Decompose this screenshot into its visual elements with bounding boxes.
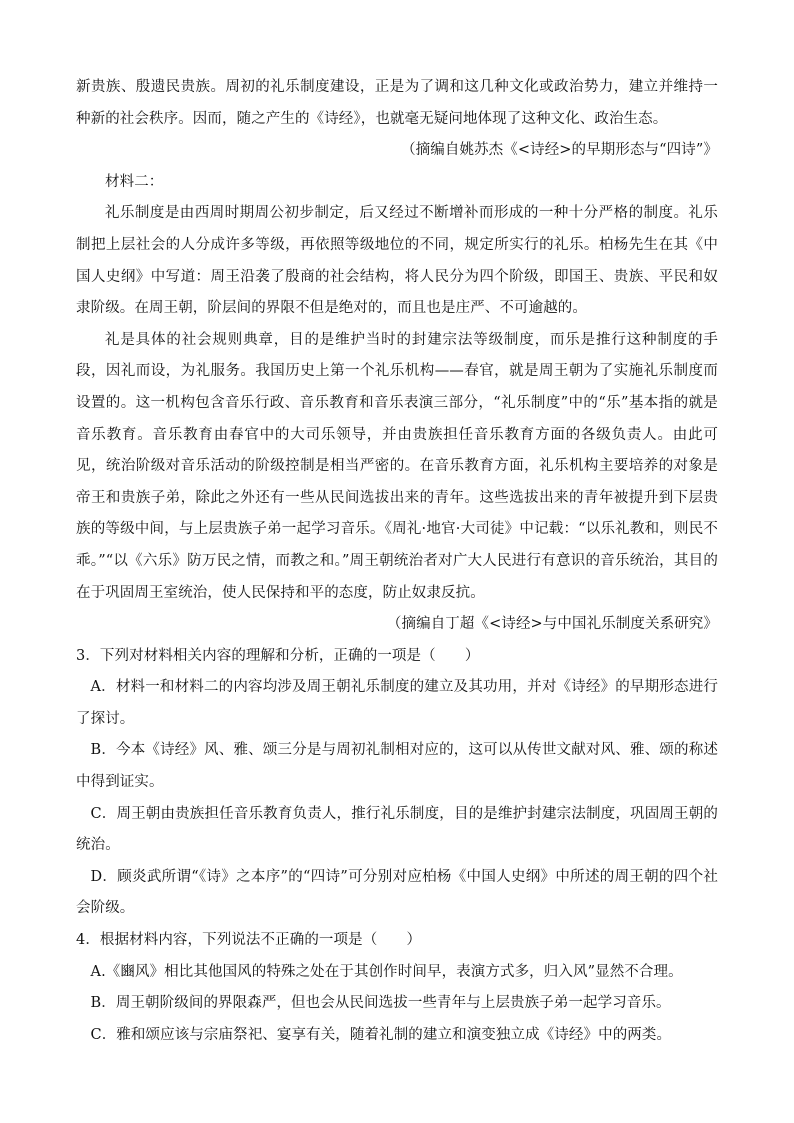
material2-paragraph2: 礼是具体的社会规则典章，目的是维护当时的封建宗法等级制度，而乐是推行这种制度的手段，因礼而设，为礼服务。我国历史上第一个礼乐机构——春官，就是周王朝为了实施礼乐制度而设置的。这一机构包含音乐行政、音乐教育和音乐表演三部分，“礼乐制度”中的“乐”基本指的就是音乐教育。音乐教育由春官中的大司乐领导，并由贵族担任音乐教育方面的各级负责人。由此可见，统治阶级对音乐活动的阶级控制是相当严密的。在音乐教育方面，礼乐机构主要培养的对象是帝王和贵族子弟，除此之外还有一些从民间选拔出来的青年。这些选拔出来的青年被提升到下层贵族的等级中间，与上层贵族子弟一起学习音乐。《周礼·地官·大司徒》中记载：“以乐礼教和，则民不乖。”“以《六乐》防万民之情，而教之和。”周王朝统治者对广大人民进行有意识的音乐统治，其目的在于巩固周王室统治，使人民保持和平的态度，防止奴隶反抗。: [76, 331, 718, 601]
question3-option-a: A．材料一和材料二的内容均涉及周王朝礼乐制度的建立及其功用，并对《诗经》的早期形态进行了探讨。: [76, 679, 718, 727]
material2-paragraph1: 礼乐制度是由西周时期周公初步制定，后又经过不断增补而形成的一种十分严格的制度。礼乐制把上层社会的人分成许多等级，再依照等级地位的不同，规定所实行的礼乐。柏杨先生在其《中国人史纲》中写道：周王沿袭了殷商的社会结构，将人民分为四个阶级，即国王、贵族、平民和奴隶阶级。在周王朝，阶层间的界限不但是绝对的，而且也是庄严、不可逾越的。: [76, 205, 718, 317]
question3-option-c: C．周王朝由贵族担任音乐教育负责人，推行礼乐制度，目的是维护封建宗法制度，巩固周王朝的统治。: [76, 805, 718, 854]
question3-stem: 3．下列对材料相关内容的理解和分析，正确的一项是（ ）: [76, 647, 480, 664]
question4-option-a: A.《豳风》相比其他国风的特殊之处在于其创作时间早，表演方式多，归入风”显然不合理。: [90, 963, 683, 980]
material1-source: （摘编自姚苏杰《<诗经>的早期形态与“四诗”》: [401, 142, 718, 159]
material2-heading: 材料二：: [105, 173, 164, 190]
question3-option-d: D．顾炎武所谓“《诗》之本序”的“四诗”可分别对应柏杨《中国人史纲》中所述的周王朝的四个社会阶级。: [76, 868, 718, 917]
question4-stem: 4．根据材料内容，下列说法不正确的一项是（ ）: [76, 932, 422, 949]
material1-continuation: 新贵族、殷遗民贵族。周初的礼乐制度建设，正是为了调和这几种文化或政治势力，建立并维持一种新的社会秩序。因而，随之产生的《诗经》，也就毫无疑问地体现了这种文化、政治生态。: [76, 79, 718, 127]
question3-option-b: B．今本《诗经》风、雅、颂三分是与周初礼制相对应的，这可以从传世文献对风、雅、颂的称述中得到证实。: [76, 742, 718, 791]
document-page: [76, 72, 718, 1051]
question4-option-c: C．雅和颂应该与宗庙祭祀、宴享有关，随着礼制的建立和演变独立成《诗经》中的两类。: [90, 1026, 672, 1043]
material2-source: （摘编自丁超《<诗经>与中国礼乐制度关系研究》: [386, 616, 718, 633]
question4-option-b: B．周王朝阶级间的界限森严，但也会从民间选拔一些青年与上层贵族子弟一起学习音乐。: [90, 995, 671, 1012]
